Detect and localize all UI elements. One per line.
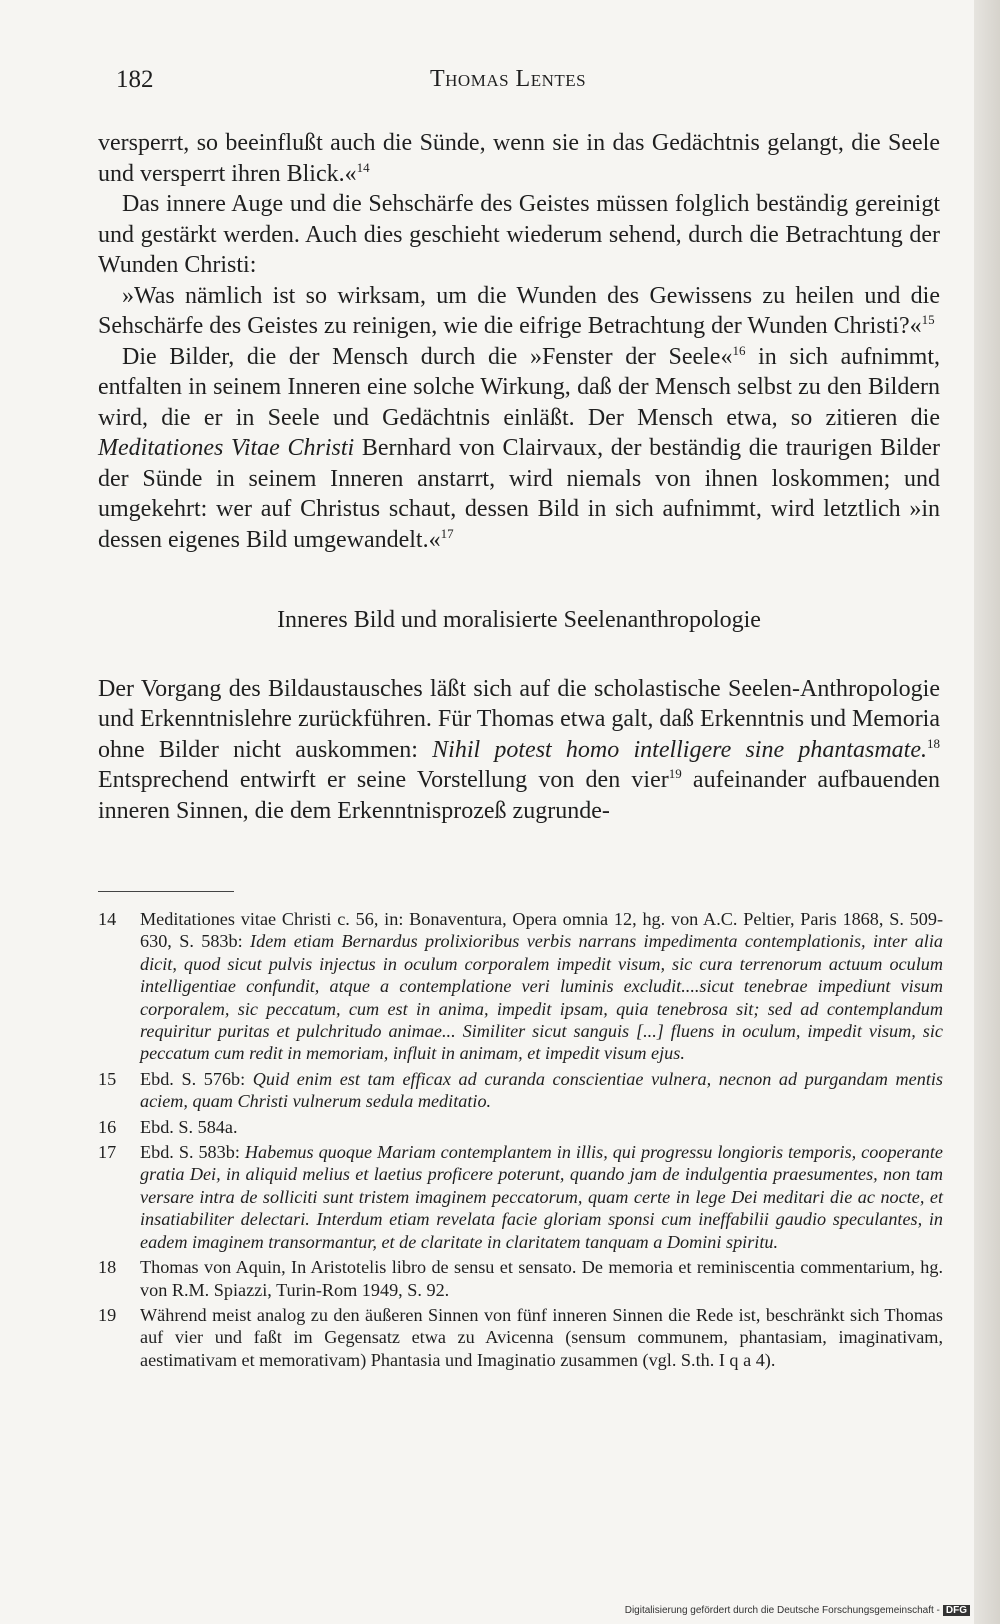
footnote-14: 14 Meditationes vitae Christi c. 56, in: Bonaventura, Opera omnia 12, hg. von A.C. Peltier, Paris 1868, S. 509-630, S. 583b: Idem etiam Bernardus prolixioribus verbis narrans impedimenta contemplationis, inter alia dicit, quod sicut pulvis injectus in oculum corporalem impedit visum, sic cura terrenorum actuum oculum intelligentiae confundit, atque a contemplatione veri luminis excludit....sicut tenebrae impediunt visum corporalem, sic peccatum, cum est in anima, impedit ipsam, quia tenebrosa sit; sed ad contemplandum requiritur puritas et pulchritudo animae... Similiter sicut sanguis [...] fluens in oculum, impedit visum, sic peccatum cum redit in memoriam, influit in animam, et impedit visum ejus.	[98, 909, 943, 1064]
section-heading: Inneres Bild und moralisierte Seelenanthropologie	[277, 607, 761, 633]
footnote-18: 18 Thomas von Aquin, In Aristotelis libro de sensu et sensato. De memoria et reminiscentia commentarium, hg. von R.M. Spiazzi, Turin-Rom 1949, S. 92.	[98, 1257, 943, 1300]
footnote-ref-16[interactable]: 16	[732, 342, 746, 358]
running-head: Thomas Lentes	[430, 66, 587, 92]
footnote-15: 15 Ebd. S. 576b: Quid enim est tam efficax ad curanda conscientiae vulnera, necnon ad purgandam mentis aciem, quam Christi vulnerum sedula meditatio.	[98, 1068, 944, 1112]
paragraph-2: Das innere Auge und die Sehschärfe des Geistes müssen folglich beständig gereinigt und gestärkt werden. Auch dies geschieht wiederum sehend, durch die Betrachtung der Wunden Christi:	[98, 191, 940, 278]
digitization-credit: Digitalisierung gefördert durch die Deutsche Forschungsgemeinschaft - DFG	[625, 1605, 970, 1616]
page-edge-shadow	[974, 0, 1000, 1624]
footnote-17: 17 Ebd. S. 583b: Habemus quoque Mariam contemplantem in illis, qui progressu longioris temporis, cooperante gratia Dei, in aliquid melius et laetius proficere poterunt, quando jam de indulgentia praesumentes, non tam versare intra de solliciti sunt tristem imaginem peccatorum, quam certe in lege Dei meditari die ac nocte, et insatiabiliter delectari. Interdum etiam revelata facie gloriam sponsi cum ineffabilii gaudio speculantes, in eadem imaginem transormantur, et de claritate in claritatem tanquam a Domini spiritu.	[98, 1142, 944, 1252]
paragraph-5: Der Vorgang des Bildaustausches läßt sich auf die scholastische Seelen-Anthropologie und Erkenntnislehre zurückführen. Für Thomas etwa galt, daß Erkenntnis und Memoria ohne Bilder nicht auskommen: Nihil potest homo intelligere sine phantasmate.$^{18}$ Entsprechend entwirft er seine Vorstellung von den vier$^{19}$ aufeinander aufbauenden inneren Sinnen, die dem Erkenntnisprozeß zugrunde-	[98, 675, 941, 824]
footnote-ref-15[interactable]: 15	[921, 312, 935, 327]
dfg-logo: DFG	[943, 1605, 970, 1616]
page-number: 182	[116, 66, 154, 93]
paragraph-4: Die Bilder, die der Mensch durch die »Fenster der Seele«$^{16}$ in sich aufnimmt, entfalten in seinem Inneren eine solche Wirkung, daß der Mensch selbst zu den Bildern wird, die er in Seele und Gedächtnis einläßt. Der Mensch etwa, so zitieren die Meditationes Vitae Christi Bernhard von Clairvaux, der beständig die traurigen Bilder der Sünde in seinem Inneren anstarrt, wird niemals von ihnen loskommen; und umgekehrt: wer auf Christus schaut, dessen Bild in sich aufnimmt, wird letztlich »in dessen eigenes Bild umgewandelt.«$^{17}$	[98, 342, 940, 553]
footnote-16: 16 Ebd. S. 584a.	[98, 1116, 238, 1137]
footnote-ref-18[interactable]: 18	[927, 735, 940, 751]
paragraph-1: versperrt, so beeinflußt auch die Sünde, wenn sie in das Gedächtnis gelangt, die Seele und versperrt ihren Blick.«$^{14}$	[98, 130, 940, 187]
footnote-ref-14[interactable]: 14	[356, 159, 370, 175]
footnote-ref-19[interactable]: 19	[668, 766, 682, 781]
footnote-ref-17[interactable]: 17	[440, 525, 454, 541]
footnote-19: 19 Während meist analog zu den äußeren Sinnen von fünf inneren Sinnen die Rede ist, beschränkt sich Thomas auf vier und faßt im Gegensatz etwa zu Avicenna (sensum communem, phantasiam, imaginativam, aestimativam et memorativam) Phantasia und Imaginatio zusammen (vgl. S.th. I q a 4).	[98, 1304, 943, 1370]
footnotes	[98, 908, 943, 1374]
main-text	[98, 128, 940, 826]
footnote-divider	[98, 891, 234, 892]
title-italic: Meditationes Vitae Christi	[98, 435, 355, 461]
latin-quote: Nihil potest homo intelligere sine phantasmate.	[432, 736, 927, 763]
quotation: »Was nämlich ist so wirksam, um die Wunden des Gewissens zu heilen und die Sehschärfe des Geistes zu reinigen, wie die eifrige Betrachtung der Wunden Christi?«$^{15}$	[98, 282, 940, 339]
